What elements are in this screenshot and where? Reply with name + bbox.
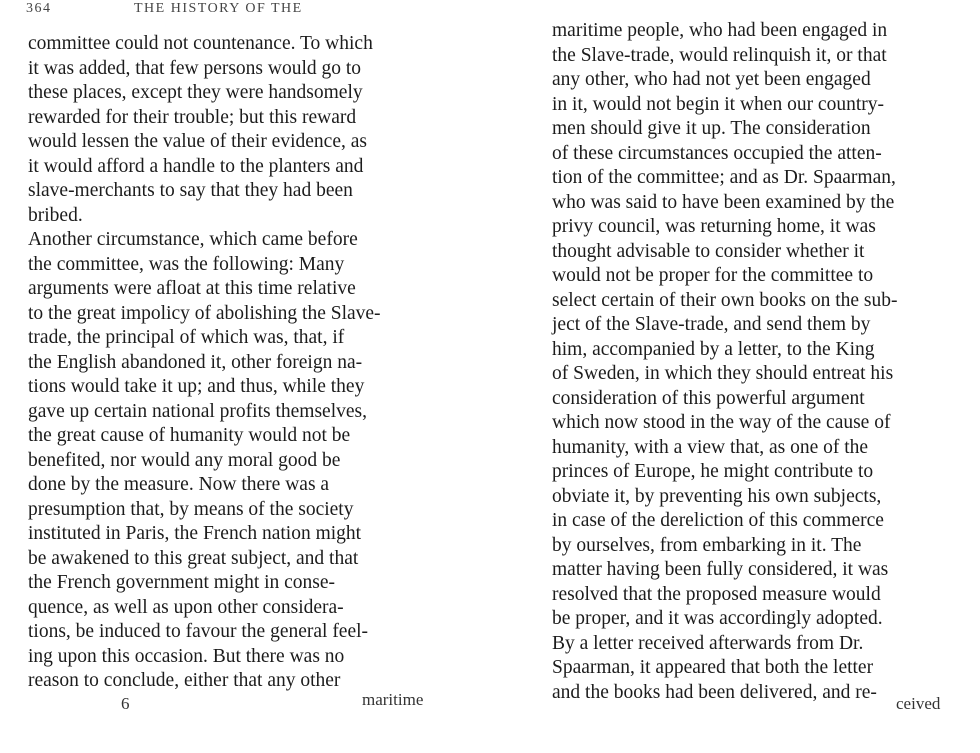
left-page: [0, 0, 470, 753]
text-line: resolved that the proposed measure would: [552, 583, 881, 605]
right-page-text: [552, 19, 898, 705]
catchword: ceived: [896, 694, 941, 713]
text-line: Another circumstance, which came before: [28, 229, 358, 250]
text-line: thought advisable to consider whether it: [552, 240, 865, 262]
text-line: of these circumstances occupied the atten-: [552, 142, 882, 164]
text-line: humanity, with a view that, as one of the: [552, 436, 869, 458]
text-line: these places, except they were handsomely: [28, 82, 363, 103]
left-page-text: [28, 32, 381, 694]
text-line: would not be proper for the committee to: [552, 265, 874, 286]
text-line: Spaarman, it appeared that both the letter: [552, 657, 874, 678]
text-line: tions would take it up; and thus, while they: [28, 376, 365, 397]
text-line: it was added, that few persons would go to: [28, 57, 362, 79]
text-line: By a letter received afterwards from Dr.: [552, 632, 864, 654]
text-line: ing upon this occasion. But there was no: [28, 645, 345, 667]
text-line: of Sweden, in which they should entreat his: [552, 363, 894, 384]
text-line: any other, who had not yet been engaged: [552, 69, 871, 90]
text-line: and the books had been delivered, and re-: [552, 681, 877, 703]
text-line: the great cause of humanity would not be: [28, 425, 351, 446]
right-page: [530, 0, 980, 753]
page-number: 364: [26, 1, 52, 16]
text-line: matter having been fully considered, it was: [552, 559, 889, 580]
text-line: be proper, and it was accordingly adopted.: [552, 608, 883, 629]
text-line: the English abandoned it, other foreign na-: [28, 351, 363, 373]
text-line: men should give it up. The consideration: [552, 118, 871, 139]
text-line: rewarded for their trouble; but this reward: [28, 106, 357, 128]
text-line: gave up certain national profits themselves,: [28, 400, 367, 422]
text-line: trade, the principal of which was, that, if: [28, 327, 345, 348]
text-line: the Slave-trade, would relinquish it, or that: [552, 44, 887, 66]
text-line: it would afford a handle to the planters and: [28, 155, 364, 177]
text-line: tion of the committee; and as Dr. Spaarman,: [552, 167, 896, 188]
text-line: by ourselves, from embarking in it. The: [552, 534, 862, 556]
text-line: princes of Europe, he might contribute to: [552, 461, 874, 482]
text-line: be awakened to this great subject, and that: [28, 547, 359, 569]
text-line: maritime people, who had been engaged in: [552, 20, 888, 41]
text-line: arguments were afloat at this time relative: [28, 278, 356, 299]
text-line: slave-merchants to say that they had been: [28, 180, 353, 201]
text-line: the committee, was the following: Many: [28, 253, 345, 275]
text-line: in it, would not begin it when our country-: [552, 93, 884, 115]
text-line: done by the measure. Now there was a: [28, 474, 330, 495]
text-line: bribed.: [28, 204, 83, 226]
text-line: tions, be induced to favour the general feel-: [28, 621, 369, 642]
running-head: THE HISTORY OF THE: [134, 1, 303, 16]
text-line: reason to conclude, either that any other: [28, 670, 341, 691]
text-line: benefited, nor would any moral good be: [28, 449, 341, 471]
text-line: committee could not countenance. To which: [28, 33, 373, 54]
signature-mark: 6: [121, 694, 130, 713]
text-line: in case of the dereliction of this commerce: [552, 510, 884, 531]
text-line: which now stood in the way of the cause of: [552, 412, 891, 433]
text-line: consideration of this powerful argument: [552, 387, 865, 409]
text-line: him, accompanied by a letter, to the King: [552, 338, 875, 360]
text-line: presumption that, by means of the society: [28, 498, 354, 520]
text-line: the French government might in conse-: [28, 572, 336, 593]
catchword: maritime: [362, 690, 424, 709]
text-line: obviate it, by preventing his own subjects,: [552, 485, 882, 507]
text-line: privy council, was returning home, it was: [552, 216, 876, 237]
text-line: ject of the Slave-trade, and send them by: [552, 314, 871, 335]
text-line: instituted in Paris, the French nation might: [28, 523, 362, 544]
text-line: who was said to have been examined by the: [552, 191, 895, 213]
text-line: quence, as well as upon other considera-: [28, 596, 344, 618]
text-line: to the great impolicy of abolishing the Slave-: [28, 302, 381, 324]
text-line: would lessen the value of their evidence, as: [28, 131, 367, 152]
text-line: select certain of their own books on the sub-: [552, 289, 898, 311]
